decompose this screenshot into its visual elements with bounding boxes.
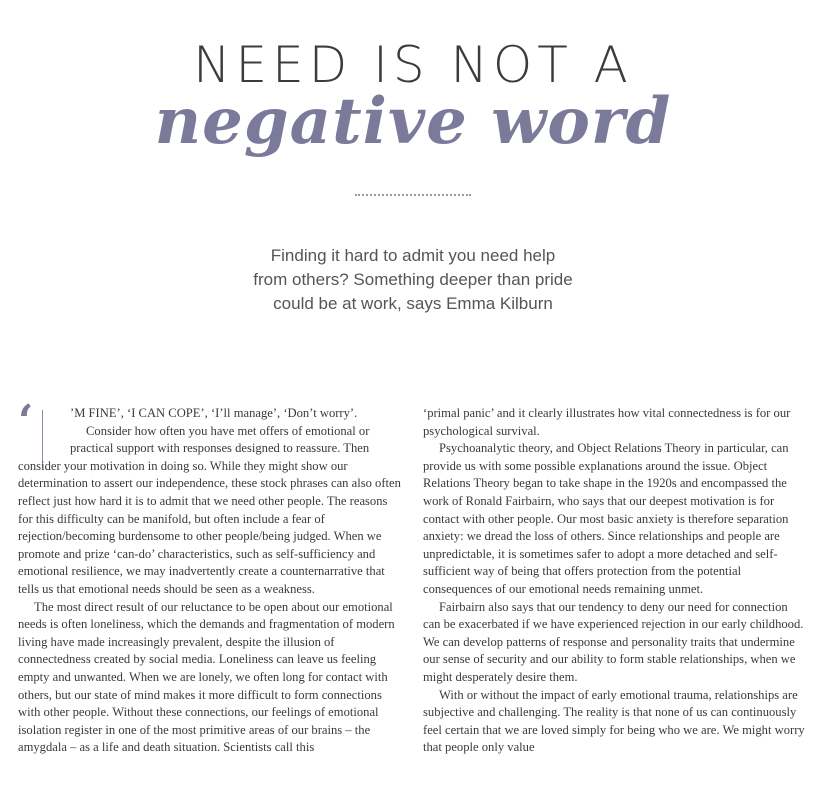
headline-line2: negative word [154,84,672,159]
standfirst [180,244,646,316]
article-column-right [423,405,807,757]
paragraph-lead: ’M FINE’, ‘I CAN COPE’, ‘I’ll manage’, ‘Don’t worry’. [70,406,358,420]
drop-cap-quote-glyph: ‘ [18,396,34,447]
standfirst-line: from others? Something deeper than pride [253,270,573,289]
standfirst-line: Finding it hard to admit you need help [270,246,556,265]
paragraph: Consider how often you have met offers of emotional or practical support with responses designed to reassure. Then consider your motivation in doing so. While they might show our determination to assert our independence, these stock phrases can also often reflect just how hard it is to admit that we need other people. The reasons for this difficulty can be manifold, but often include a fear of rejection/becoming burdensome to other people/being judged. When we promote and prize ‘can-do’ characteristics, such as self-sufficiency and emotional resilience, we may inadvertently create a counternarrative that tells us that emotional needs should be seen as a weakness. [18,423,401,596]
paragraph: With or without the impact of early emotional trauma, relationships are subjective and challenging. The reality is that none of us can continuously feel certain that we are loved simply for being who we are. We might worry that people only value [423,687,805,755]
dotted-divider [355,194,471,196]
paragraph: Psychoanalytic theory, and Object Relations Theory in particular, can provide us with some possible explanations around the issue. Object Relations Theory began to take shape in the 1920s and encompassed the work of Ronald Fairbairn, who says that our deepest motivation is for contact with other people. Our most basic anxiety is therefore separation anxiety: we dread the loss of others. Since relationships and people are unpredictable, it is sometimes safer to adopt a more detached and self-sufficient way of being that offers protection from the potential consequences of our emotional needs remaining unmet. [423,441,789,596]
paragraph: Fairbairn also says that our tendency to deny our need for connection can be exacerbated if we have experienced rejection in our early childhood. We can develop patterns of response and personality traits that undermine our sense of security and our ability to form stable relationships, when we might desperately desire them. [423,599,804,684]
article-column-left [18,405,402,757]
headline-line1: NEED IS NOT A [193,36,633,94]
paragraph: The most direct result of our reluctance to be open about our emotional needs is often loneliness, which the demands and fragmentation of modern living have made increasingly prevalent, despite the illusion of connectedness created by social media. Loneliness can leave us feeling empty and unwanted. When we are lonely, we often long for contact with others, but our state of mind makes it more difficult to form connections with other people. Without these connections, our feelings of emotional isolation register in one of the most primitive areas of our brains – the amygdala – as a life and death situation. Scientists call this [18,599,395,755]
drop-cap-spacer [18,405,70,457]
standfirst-line: could be at work, says Emma Kilburn [273,294,553,313]
paragraph: ‘primal panic’ and it clearly illustrates how vital connectedness is for our psychological survival. [423,406,791,438]
